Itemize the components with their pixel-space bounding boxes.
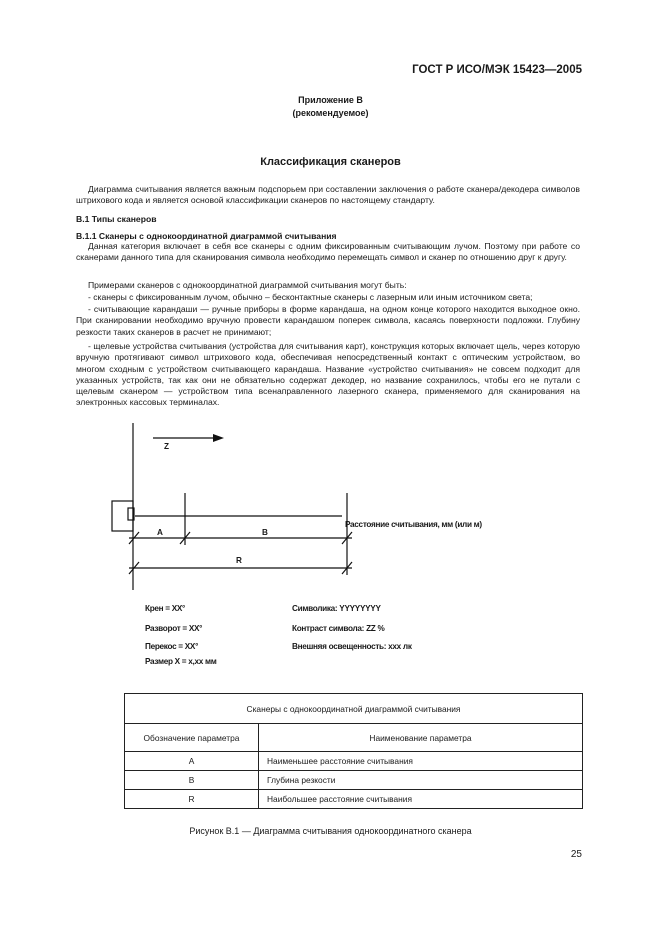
param-yaw: Разворот = XX° bbox=[145, 624, 203, 633]
paragraph-b11-5: - щелевые устройства считывания (устройства для считывания карт), конструкция которых включает щель, через которую вручную протягивают символ штрихового кода, обеспечивая непосредственный контакт с оптическим устройством, во многом сходным с устройством считывающего карандаша. Название «устройство считывания» не совсем подходит для указанных устройств, так как они не обязательно содержат декодер, но название сохранилось, чтобы его не путали с щелевым сканером — устройством типа всенаправленного лазерного сканера, применяемого для сканирования на электронных кассовых терминалах. bbox=[76, 341, 580, 408]
table-row bbox=[125, 771, 583, 790]
param-pitch: Перекос = XX° bbox=[145, 642, 199, 651]
page-number: 25 bbox=[570, 849, 582, 860]
r-label: R bbox=[236, 556, 242, 565]
b-label: B bbox=[262, 528, 268, 537]
scan-diagram bbox=[0, 415, 661, 590]
table-cell-code: A bbox=[125, 752, 259, 771]
table-header-name: Наименование параметра bbox=[259, 724, 583, 752]
table-cell-name: Глубина резкости bbox=[259, 771, 583, 790]
z-arrow-head bbox=[213, 434, 224, 442]
paragraph-b11-4: - считывающие карандаши — ручные приборы в форме карандаша, на одном конце которого находится выходное окно. При сканировании необходимо вручную провести карандашом поперек символа, касаясь поверхности подложки. Глубину резкости таких сканеров в расчет не принимают; bbox=[76, 304, 580, 337]
intro-paragraph: Диаграмма считывания является важным подспорьем при составлении заключения о работе сканера/декодера символов штрихового кода и является основой классификации сканеров по настоящему стандарту. bbox=[76, 184, 580, 206]
param-symbology: Символика: YYYYYYYY bbox=[292, 604, 381, 613]
appendix-title: Приложение В bbox=[298, 95, 363, 105]
param-roll: Крен = XX° bbox=[145, 604, 186, 613]
distance-axis-label: Расстояние считывания, мм (или м) bbox=[345, 520, 482, 529]
table-header-code: Обозначение параметра bbox=[125, 724, 259, 752]
a-label: A bbox=[157, 528, 163, 537]
table-row bbox=[125, 790, 583, 809]
table-cell-name: Наименьшее расстояние считывания bbox=[259, 752, 583, 771]
heading-b1: В.1 Типы сканеров bbox=[76, 214, 157, 224]
paragraph-b11-1: Данная категория включает в себя все сканеры с одним фиксированным считывающим лучом. Поэтому при работе со сканерами данного типа для сканирования символа необходимо перемещать символ и сканер по отношению друг к другу. bbox=[76, 241, 580, 263]
section-title: Классификация сканеров bbox=[260, 156, 401, 168]
table-cell-code: R bbox=[125, 790, 259, 809]
paragraph-b11-3: - сканеры с фиксированным лучом, обычно – бесконтактные сканеры с лазерным или иным источником света; bbox=[88, 292, 533, 302]
document-header: ГОСТ Р ИСО/МЭК 15423—2005 bbox=[412, 64, 582, 76]
scanner-body bbox=[112, 501, 133, 531]
param-x-size: Размер X = x,xx мм bbox=[145, 657, 217, 666]
parameter-table bbox=[124, 693, 583, 809]
heading-b11: В.1.1 Сканеры с однокоординатной диаграммой считывания bbox=[76, 231, 337, 241]
table-cell-code: B bbox=[125, 771, 259, 790]
paragraph-b11-2: Примерами сканеров с однокоординатной диаграммой считывания могут быть: bbox=[88, 280, 407, 290]
z-label: Z bbox=[164, 442, 169, 451]
table-row bbox=[125, 752, 583, 771]
figure-caption: Рисунок В.1 — Диаграмма считывания однокоординатного сканера bbox=[189, 826, 472, 836]
table-title: Сканеры с однокоординатной диаграммой считывания bbox=[125, 694, 583, 724]
table-cell-name: Наибольшее расстояние считывания bbox=[259, 790, 583, 809]
param-illumination: Внешняя освещенность: xxx лк bbox=[292, 642, 412, 651]
param-contrast: Контраст символа: ZZ % bbox=[292, 624, 385, 633]
appendix-note: (рекомендуемое) bbox=[292, 108, 369, 118]
